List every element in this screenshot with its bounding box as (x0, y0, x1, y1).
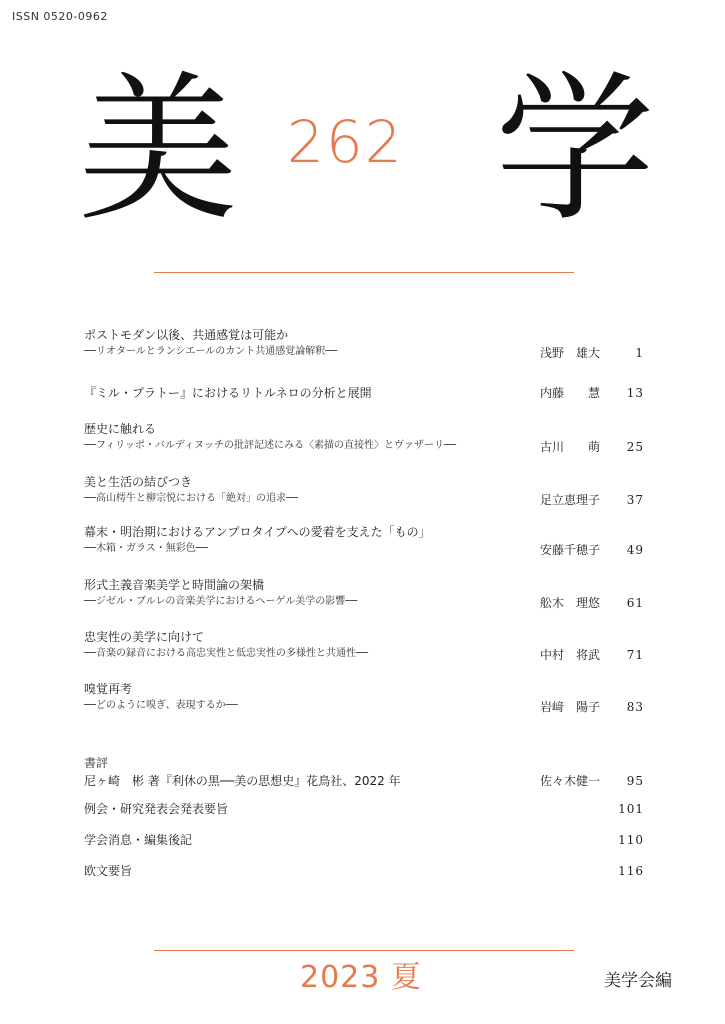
entry-page: 101 (618, 802, 644, 816)
entry-subtitle: ──音楽の録音における高忠実性と低忠実性の多様性と共通性── (84, 648, 369, 659)
entry-page: 110 (618, 833, 644, 847)
entry-subtitle: ──高山樗牛と柳宗悦における「絶対」の追求── (84, 493, 299, 504)
toc-entry (84, 628, 644, 680)
entry-title: 例会・研究発表会発表要旨 (84, 802, 229, 816)
issue-year-season: 2023 夏 (300, 960, 422, 995)
section-label-review: 書評 (84, 756, 109, 770)
entry-page: 83 (626, 700, 644, 714)
toc-entry-misc (84, 831, 644, 862)
toc-entry (84, 384, 644, 420)
entry-page: 13 (626, 386, 644, 400)
toc-entry (84, 680, 644, 754)
toc-entry (84, 473, 644, 523)
entry-subtitle: ──ジゼル・ブルレの音楽美学におけるヘーゲル美学の影響── (84, 596, 358, 607)
entry-page: 49 (626, 543, 644, 557)
entry-title: 歴史に触れる (84, 422, 157, 436)
entry-title: 嗅覚再考 (84, 682, 133, 696)
review-page: 95 (626, 774, 644, 788)
review-author: 佐々木健一 (540, 774, 601, 788)
toc-entry-misc (84, 800, 644, 831)
entry-subtitle: ──フィリッポ・バルディヌッチの批評記述にみる〈素描の直接性〉とヴァザーリ── (84, 440, 456, 451)
entry-title: 学会消息・編集後記 (84, 833, 193, 847)
toc-entry (84, 523, 644, 576)
entry-subtitle: ──リオタールとランシエールのカント共通感覚論解釈── (84, 346, 338, 357)
book-review-section (84, 754, 644, 800)
bottom-divider (154, 950, 574, 951)
review-entry: 尼ヶ崎 彬 著『利休の黒──美の思想史』花鳥社、2022 年 (84, 774, 401, 788)
entry-title: 幕末・明治期におけるアンプロタイプへの愛着を支えた「もの」 (84, 525, 431, 539)
entry-page: 61 (626, 596, 644, 610)
toc-entry (84, 576, 644, 628)
entry-author: 中村 将武 (540, 648, 601, 662)
entry-page: 71 (626, 648, 644, 662)
entry-title: 『ミル・プラトー』におけるリトルネロの分析と展開 (84, 386, 372, 400)
entry-title: 形式主義音楽美学と時間論の架橋 (84, 578, 265, 592)
entry-title: ポストモダン以後、共通感覚は可能か (84, 328, 289, 342)
issue-number: 262 (287, 108, 404, 176)
entry-author: 舩木 理悠 (540, 596, 601, 610)
publisher-label: 美学会編 (604, 971, 672, 991)
entry-title: 忠実性の美学に向けて (84, 630, 205, 644)
top-divider (154, 272, 574, 273)
entry-author: 足立恵理子 (540, 493, 601, 507)
entry-subtitle: ──木箱・ガラス・無彩色── (84, 543, 208, 554)
entry-title: 欧文要旨 (84, 864, 133, 878)
masthead-char-right: 学 (495, 56, 656, 243)
toc-entry (84, 420, 644, 473)
toc-entry (84, 326, 644, 384)
entry-page: 37 (626, 493, 644, 507)
toc-entry-misc (84, 862, 644, 893)
masthead-char-left: 美 (78, 56, 239, 243)
entry-author: 古川 萌 (540, 440, 601, 454)
entry-page: 25 (626, 440, 644, 454)
issn-label: ISSN 0520-0962 (12, 10, 108, 23)
entry-subtitle: ──どのように嗅ぎ、表現するか── (84, 700, 238, 711)
entry-title: 美と生活の結びつき (84, 475, 193, 489)
table-of-contents (84, 326, 644, 893)
entry-page: 116 (618, 864, 644, 878)
entry-author: 浅野 雄大 (540, 346, 601, 360)
entry-author: 内藤 慧 (540, 386, 601, 400)
entry-author: 安藤千穂子 (540, 543, 601, 557)
entry-author: 岩﨑 陽子 (540, 700, 601, 714)
entry-page: 1 (635, 346, 644, 360)
